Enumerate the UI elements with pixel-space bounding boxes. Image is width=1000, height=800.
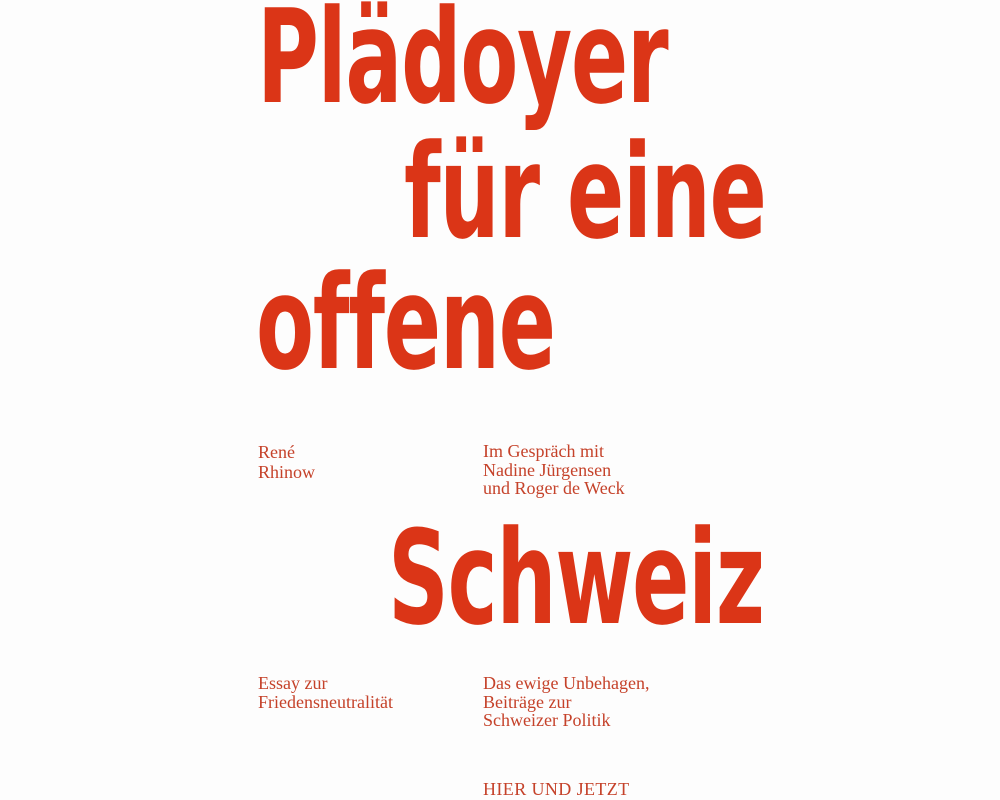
contents-subtitle-line: Schweizer Politik: [483, 710, 611, 731]
contents-subtitle-line: Das ewige Unbehagen,: [483, 673, 650, 693]
contents-subtitle-block: [483, 674, 649, 730]
interview-credit-line: und Roger de Weck: [483, 478, 625, 499]
publisher-imprint: HIER UND JETZT: [483, 779, 630, 799]
interview-credit-line: Nadine Jürgensen: [483, 459, 612, 480]
essay-subtitle-block: [258, 674, 393, 711]
author-block: [258, 442, 315, 482]
title-word-pladoyer: Plädoyer: [257, 0, 668, 133]
title-word-schweiz: Schweiz: [388, 502, 764, 654]
title-word-fur-eine: für eine: [404, 116, 766, 268]
title-word-offene: offene: [256, 247, 555, 399]
interview-credit-block: [483, 442, 625, 498]
author-first-name: René: [258, 442, 295, 462]
contents-subtitle-line: Beiträge zur: [483, 691, 572, 712]
interview-credit-line: Im Gespräch mit: [483, 441, 604, 461]
author-last-name: Rhinow: [258, 462, 316, 482]
essay-subtitle-line: Friedensneutralität: [258, 691, 393, 712]
essay-subtitle-line: Essay zur: [258, 673, 328, 693]
